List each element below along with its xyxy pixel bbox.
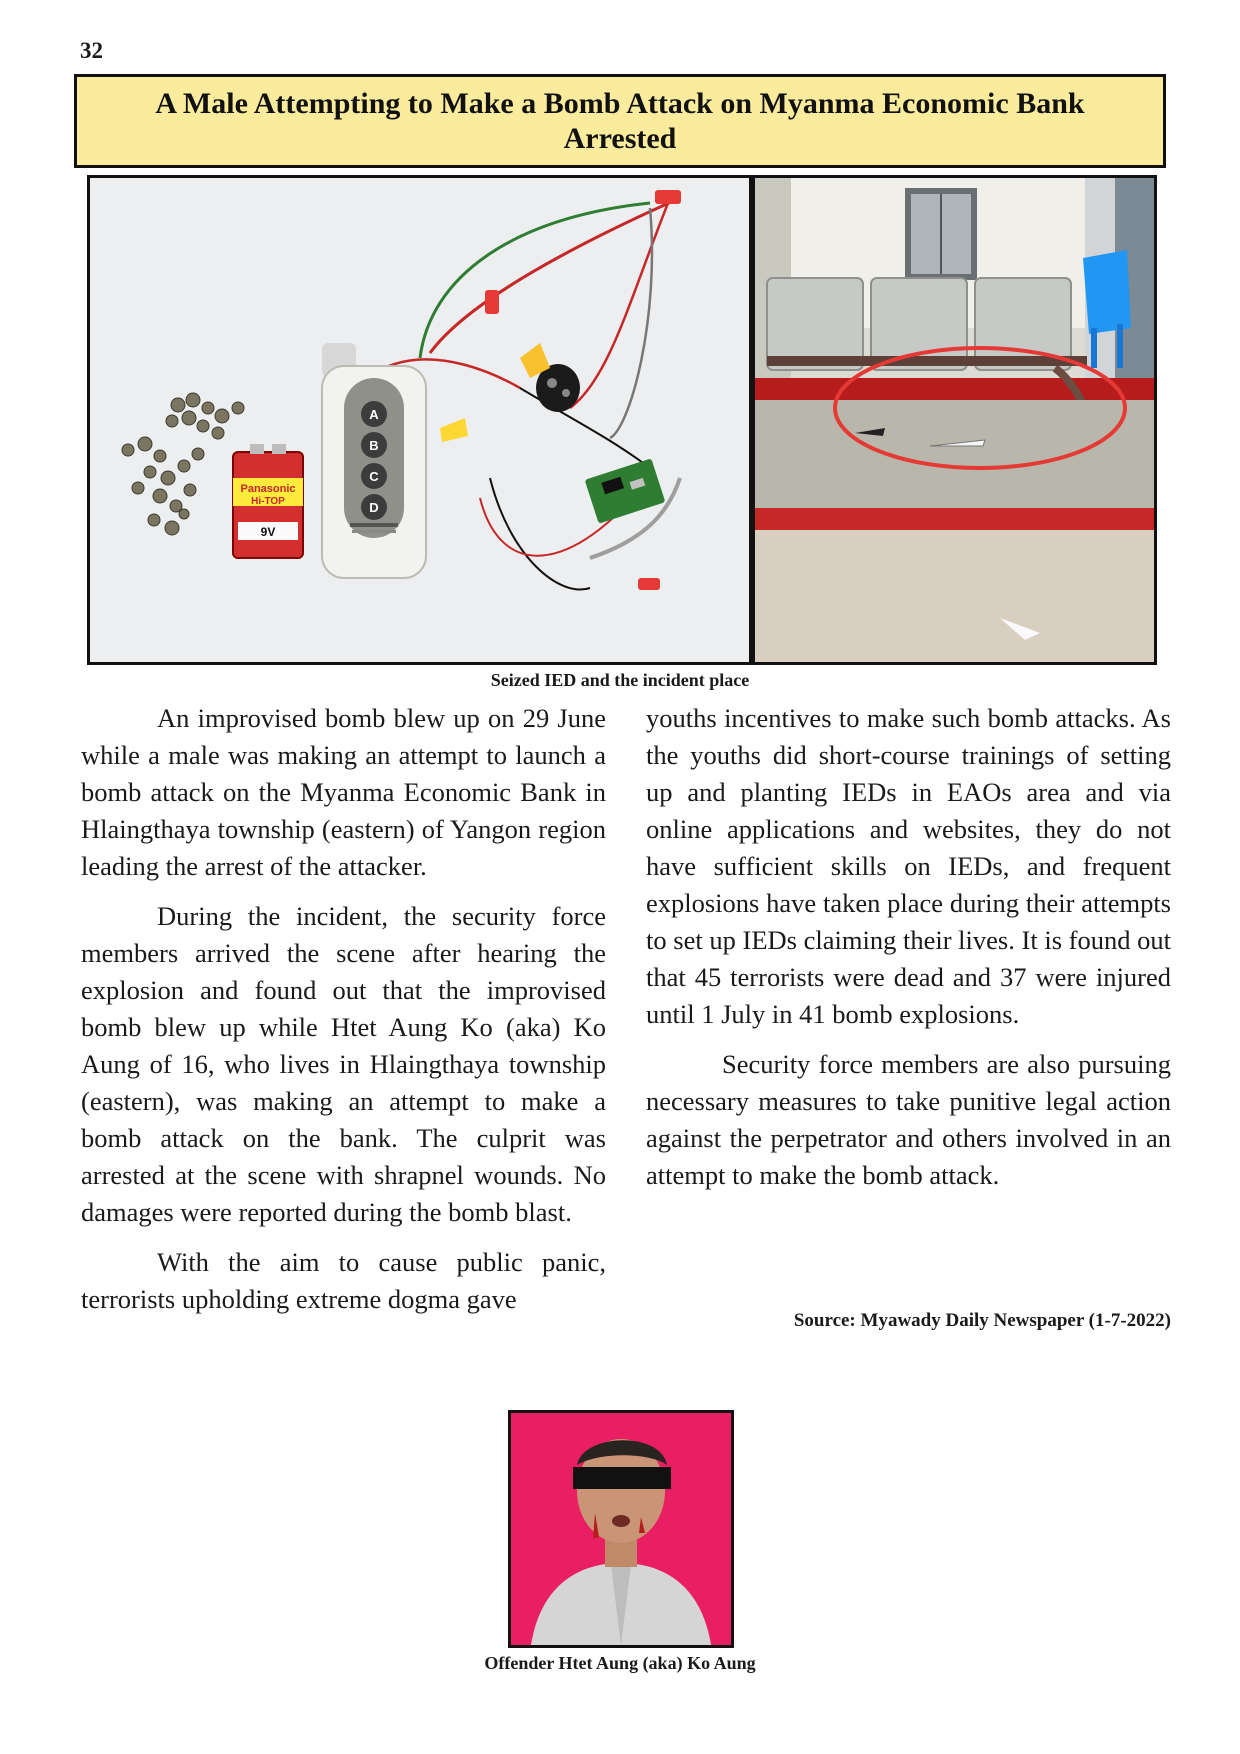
remote-control-graphic (322, 343, 426, 578)
remote-button-a: A (369, 407, 379, 422)
article-title: A Male Attempting to Make a Bomb Attack on Myanma Economic Bank Arrested (155, 87, 1085, 155)
remote-button-c: C (369, 469, 379, 484)
left-column (81, 700, 606, 1331)
eye-censor-bar (573, 1467, 671, 1489)
seized-ied-photo (87, 175, 752, 665)
battery-brand-text: Panasonic (240, 483, 296, 495)
source-citation: Source: Myawady Daily Newspaper (1-7-2022) (793, 1310, 1171, 1331)
battery-label-text: Hi-TOP (251, 496, 285, 507)
paragraph: During the incident, the security force members arrived the scene after hearing the explosion and found out that the improvised bomb blew up while Htet Aung Ko (aka) Ko Aung of 16, who lives in Hlaingthaya township (eastern), was making an attempt to make a bomb attack on the bank. The culprit was arrested at the scene with shrapnel wounds. No damages were reported during the bomb blast. (81, 901, 606, 1227)
paragraph: With the aim to cause public panic, terrorists upholding extreme dogma gave (81, 1247, 606, 1314)
offender-caption: Offender Htet Aung (aka) Ko Aung (484, 1653, 756, 1673)
title-banner (74, 74, 1166, 168)
right-column (646, 700, 1171, 1207)
incident-place-photo (752, 175, 1157, 665)
photo-caption: Seized IED and the incident place (490, 670, 750, 690)
paragraph: An improvised bomb blew up on 29 June while a male was making an attempt to launch a bomb attack on the Myanma Economic Bank in Hlaingthaya township (eastern) of Yangon region leading the arrest of the attacker. (81, 703, 606, 881)
remote-button-b: B (369, 438, 379, 453)
battery-voltage-text: 9V (260, 525, 276, 539)
paragraph: Security force members are also pursuing necessary measures to take punitive legal action against the perpetrator and others involved in an attempt to make the bomb attack. (646, 1049, 1171, 1190)
remote-button-d: D (369, 500, 379, 515)
paragraph: youths incentives to make such bomb attacks. As the youths did short-course trainings of setting up and planting IEDs in EAOs area and via online applications and websites, they do not have sufficient skills on IEDs, and frequent explosions have taken place during their attempts to set up IEDs claiming their lives. It is found out that 45 terrorists were dead and 37 were injured until 1 July in 41 bomb explosions. (646, 703, 1171, 1029)
page-number: 32 (80, 38, 103, 63)
offender-photo (508, 1410, 734, 1648)
